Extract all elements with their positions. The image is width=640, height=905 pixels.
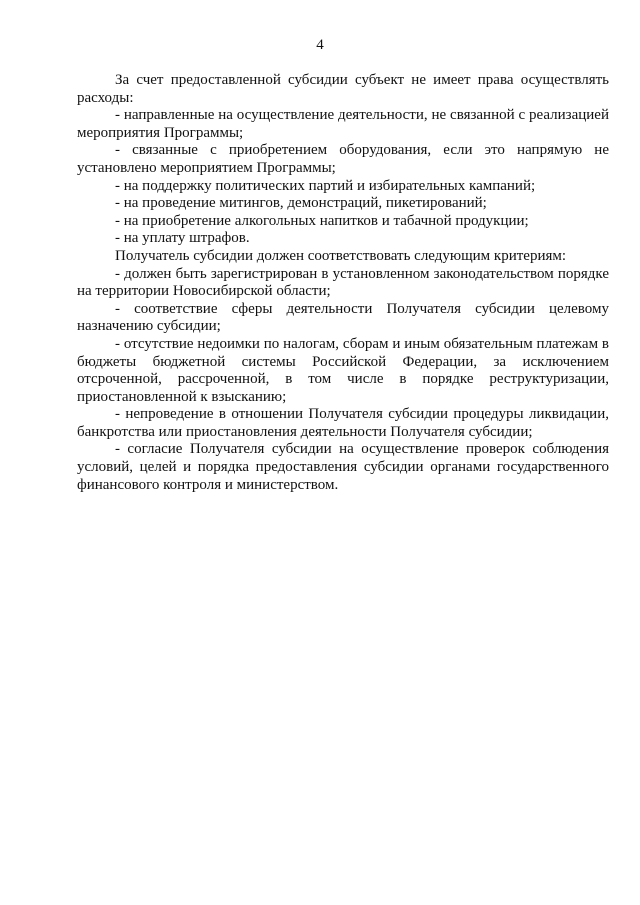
document-body <box>77 72 609 494</box>
list-item-activity-scope: - соответствие сферы деятельности Получателя субсидии целевому назначению субсидии; <box>77 300 609 335</box>
list-item-alcohol-tobacco: - на приобретение алкогольных напитков и табачной продукции; <box>115 212 529 229</box>
list-item-no-arrears: - отсутствие недоимки по налогам, сборам и иным обязательным платежам в бюджеты бюджетной системы Российской Федерации, за исключением отсроченной, рассроченной, в том числе в порядке реструктуризации, приостановленной к взысканию; <box>77 335 609 405</box>
list-item-unrelated-activity: - направленные на осуществление деятельности, не связанной с реализацией мероприятия Программы; <box>77 107 609 141</box>
paragraph-restriction-intro: За счет предоставленной субсидии субъект не имеет права осуществлять расходы: <box>77 72 609 106</box>
list-item-no-liquidation: - непроведение в отношении Получателя субсидии процедуры ликвидации, банкротства или приостановления деятельности Получателя субсидии; <box>77 406 609 440</box>
list-item-political-parties: - на поддержку политических партий и избирательных кампаний; <box>115 177 536 194</box>
list-item-equipment: - связанные с приобретением оборудования, если это напрямую не установлено мероприятием Программы; <box>77 142 609 176</box>
list-item-fines: - на уплату штрафов. <box>115 230 250 247</box>
page-number: 4 <box>316 37 324 53</box>
list-item-consent-inspections: - согласие Получателя субсидии на осуществление проверок соблюдения условий, целей и порядка предоставления субсидии органами государственного финансового контроля и министерством. <box>77 441 609 493</box>
list-item-registration: - должен быть зарегистрирован в установленном законодательством порядке на территории Новосибирской области; <box>77 265 609 300</box>
paragraph-criteria-intro: Получатель субсидии должен соответствовать следующим критериям: <box>115 247 567 264</box>
list-item-rallies: - на проведение митингов, демонстраций, пикетирований; <box>115 195 487 212</box>
